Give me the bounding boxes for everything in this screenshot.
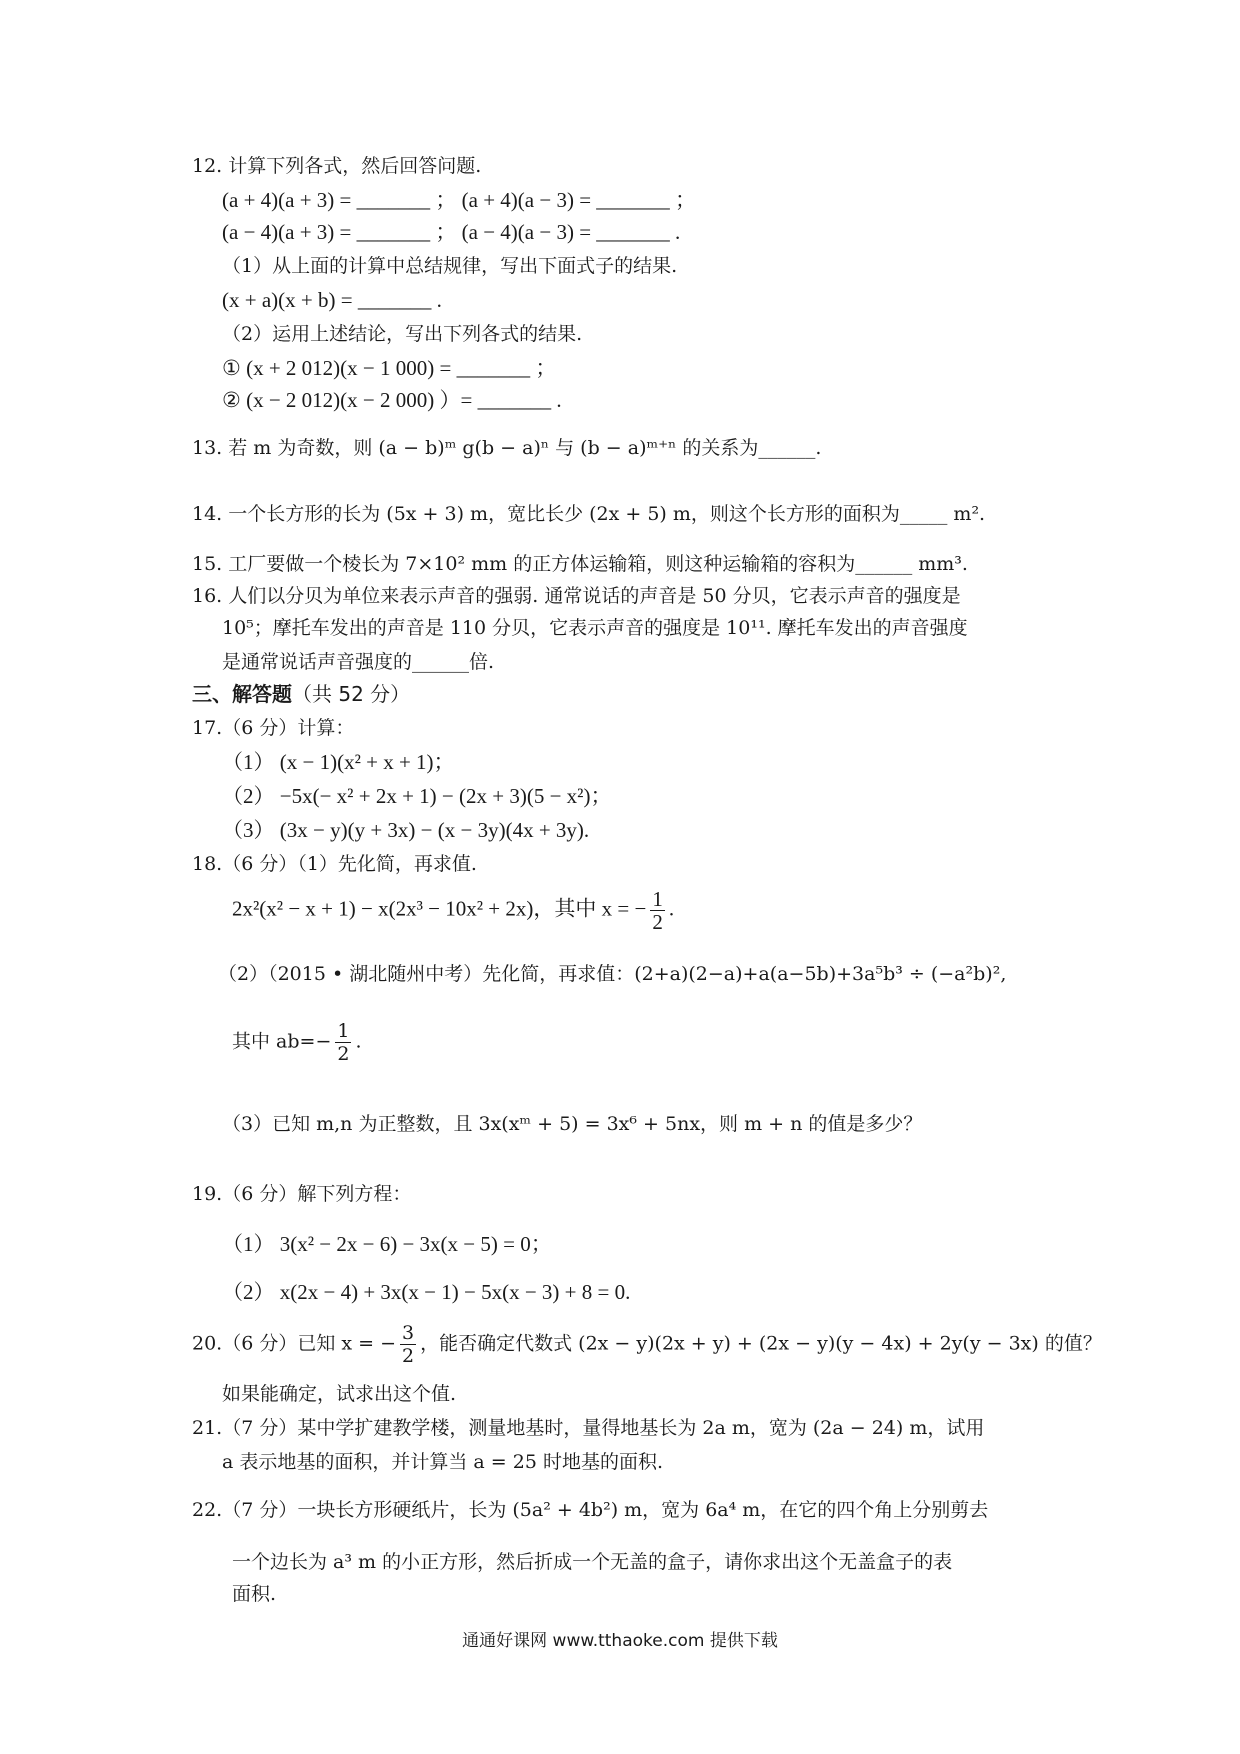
q15: 15. 工厂要做一个棱长为 7×10² mm 的正方体运输箱，则这种运输箱的容积为______ mm³. xyxy=(192,553,968,575)
q18-b2-text: 其中 ab=− xyxy=(232,1030,332,1053)
q18-b2-numerator: 1 xyxy=(337,1020,350,1042)
q20-fraction xyxy=(400,1322,416,1367)
q22-line2: 一个边长为 a³ m 的小正方形，然后折成一个无盖的盒子，请你求出这个无盖盒子的表 xyxy=(232,1551,953,1573)
q18-a-expr: 2x²(x² − x + 1) − x(2x³ − 10x² + 2x)，其中 x = − xyxy=(232,896,647,921)
q18-b: （2）（2015 • 湖北随州中考）先化简，再求值：(2+a)(2−a)+a(a−5b)+3a⁵b³ ÷ (−a²b)², xyxy=(218,963,1007,985)
q18-b2-denominator: 2 xyxy=(337,1043,350,1065)
q12-row2: (a − 4)(a + 3) = _______ ； (a − 4)(a − 3) = _______ . xyxy=(222,220,681,244)
q17-a: （1） (x − 1)(x² + x + 1)； xyxy=(222,750,455,774)
q12-part1: （1）从上面的计算中总结规律，写出下面式子的结果. xyxy=(222,255,678,277)
q18-a: 2x²(x² − x + 1) − x(2x³ − 10x² + 2x)，其中 x = − $\frac{1}{2}$ . xyxy=(232,887,675,934)
q12-part2-b: ② (x − 2 012)(x − 2 000) ）= _______ . xyxy=(222,388,562,412)
q18-a-numerator: 1 xyxy=(652,887,663,911)
section-3-title: 三、解答题 xyxy=(192,682,292,706)
q21-line1: 21.（7 分）某中学扩建教学楼，测量地基时，量得地基长为 2a m，宽为 (2a − 24) m，试用 xyxy=(192,1417,985,1439)
footer-credit: 通通好课网 www.tthaoke.com 提供下载 xyxy=(462,1631,778,1651)
q22-line3: 面积. xyxy=(232,1583,277,1605)
q20-line1 xyxy=(192,1322,1102,1367)
q19-b: （2） x(2x − 4) + 3x(x − 1) − 5x(x − 3) + 8 = 0. xyxy=(222,1280,631,1304)
q18-stem: 18.（6 分）（1）先化简，再求值. xyxy=(192,853,477,875)
q22-line1: 22.（7 分）一块长方形硬纸片，长为 (5a² + 4b²) m，宽为 6a⁴ m，在它的四个角上分别剪去 xyxy=(192,1499,989,1521)
q19-a: （1） 3(x² − 2x − 6) − 3x(x − 5) = 0； xyxy=(222,1232,552,1256)
q12-row1: (a + 4)(a + 3) = _______ ； (a + 4)(a − 3) = _______ ； xyxy=(222,188,697,212)
q20-line2: 如果能确定，试求出这个值. xyxy=(222,1383,457,1405)
q18-c: （3）已知 m,n 为正整数，且 3x(xᵐ + 5) = 3x⁶ + 5nx，则 m + n 的值是多少？ xyxy=(222,1113,923,1135)
q18-b2-fraction xyxy=(335,1020,351,1065)
q12-part1-expr: (x + a)(x + b) = _______ . xyxy=(222,288,442,312)
q13: 13. 若 m 为奇数，则 (a − b)ᵐ g(b − a)ⁿ 与 (b − a)ᵐ⁺ⁿ 的关系为______. xyxy=(192,437,822,459)
q12-stem: 12. 计算下列各式，然后回答问题. xyxy=(192,155,482,177)
q18-a-fraction xyxy=(650,888,665,933)
q20-denominator: 2 xyxy=(402,1345,415,1367)
q16-line2: 10⁵；摩托车发出的声音是 110 分贝，它表示声音的强度是 10¹¹. 摩托车发出的声音强度 xyxy=(222,617,968,639)
q12-part2: （2）运用上述结论，写出下列各式的结果. xyxy=(222,323,583,345)
q18-a-denominator: 2 xyxy=(652,910,663,934)
q17-b: （2） −5x(− x² + 2x + 1) − (2x + 3)(5 − x²)； xyxy=(222,784,612,808)
q12-part2-a: ① (x + 2 012)(x − 1 000) = _______ ； xyxy=(222,356,557,380)
section-3-points: （共 52 分） xyxy=(292,682,411,706)
q16-line3: 是通常说话声音强度的______倍. xyxy=(222,651,495,673)
q16-line1: 16. 人们以分贝为单位来表示声音的强弱. 通常说话的声音是 50 分贝，它表示声音的强度是 xyxy=(192,585,961,607)
q18-b2: 其中 ab=− $\frac{1}{2}$ . xyxy=(232,1020,362,1065)
q17-stem: 17.（6 分）计算： xyxy=(192,717,355,739)
q20-pre: 20.（6 分）已知 x = − xyxy=(192,1332,397,1355)
q14: 14. 一个长方形的长为 (5x + 3) m，宽比长少 (2x + 5) m，则这个长方形的面积为_____ m². xyxy=(192,503,986,525)
section-3-heading xyxy=(192,680,410,708)
q21-line2: a 表示地基的面积，并计算当 a = 25 时地基的面积. xyxy=(222,1451,663,1473)
q17-c: （3） (3x − y)(y + 3x) − (x − 3y)(4x + 3y). xyxy=(222,818,590,842)
q19-stem: 19.（6 分）解下列方程： xyxy=(192,1183,412,1205)
q20-post: ，能否确定代数式 (2x − y)(2x + y) + (2x − y)(y − 4x) + 2y(y − 3x) 的值？ xyxy=(420,1332,1102,1355)
q20-numerator: 3 xyxy=(402,1322,415,1344)
